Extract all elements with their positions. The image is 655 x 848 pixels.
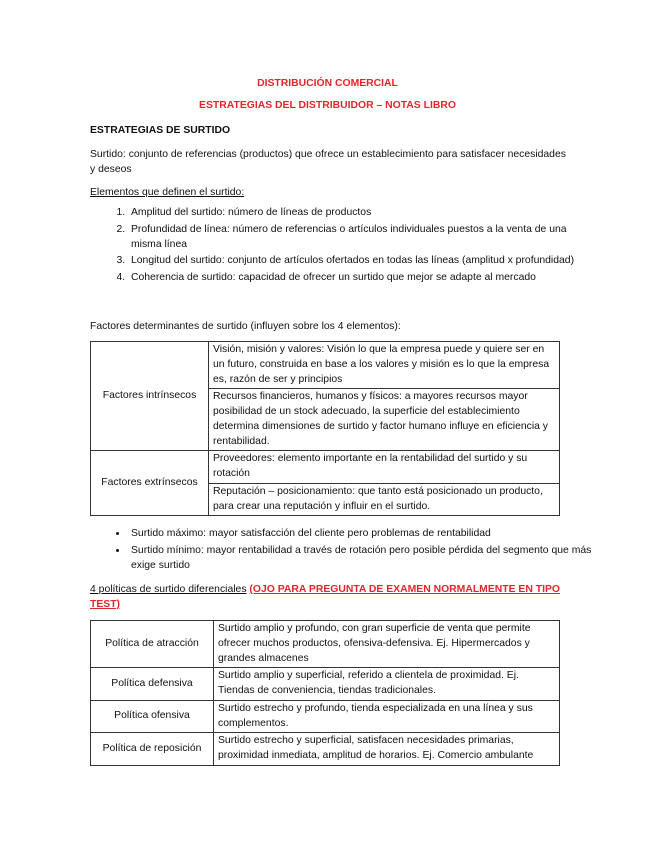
policy-desc-cell: Surtido amplio y profundo, con gran superficie de venta que permite ofrecer muchos productos, ofensiva-defensiva. Ej. Hipermercados y grandes almacenes	[214, 621, 560, 668]
elements-list	[90, 206, 598, 288]
definition-paragraph: Surtido: conjunto de referencias (productos) que ofrece un establecimiento para satisfacer necesidades y deseos	[90, 149, 566, 175]
list-item: • Surtido máximo: mayor satisfacción del cliente pero problemas de rentabilidad	[128, 527, 598, 542]
table-row	[91, 451, 560, 484]
list-item: 1. Amplitud del surtido: número de líneas de productos	[128, 206, 598, 221]
policy-name-cell: Política ofensiva	[91, 700, 214, 733]
factors-table	[90, 341, 560, 516]
policy-name-cell: Política de reposición	[91, 733, 214, 766]
document-title: DISTRIBUCIÓN COMERCIAL	[257, 78, 398, 89]
policy-desc-cell: Surtido estrecho y profundo, tienda especializada en una línea y sus complementos.	[214, 700, 560, 733]
table-row	[91, 733, 560, 766]
policies-table	[90, 620, 560, 766]
table-cell: Reputación – posicionamiento: que tanto está posicionado un producto, para crear una reputación y influir en el surtido.	[209, 483, 560, 516]
list-item: 3. Longitud del surtido: conjunto de artículos ofertados en todas las líneas (amplitud x profundidad)	[128, 254, 598, 269]
table-row	[91, 621, 560, 668]
elements-heading: Elementos que definen el surtido:	[90, 187, 245, 198]
policy-name-cell: Política defensiva	[91, 668, 214, 701]
list-item: • Surtido mínimo: mayor rentabilidad a través de rotación pero posible pérdida del segmento que más exige surtido	[128, 544, 598, 574]
policies-exam-note: (OJO PARA PREGUNTA DE EXAMEN NORMALMENTE EN TIPO TEST)	[90, 584, 560, 610]
policy-desc-cell: Surtido amplio y superficial, referido a clientela de proximidad. Ej. Tiendas de conveniencia, tiendas tradicionales.	[214, 668, 560, 701]
table-row	[91, 668, 560, 701]
list-item: 2. Profundidad de línea: número de referencias o artículos individuales puestos a la venta de una misma línea	[128, 223, 598, 253]
policy-name-cell: Política de atracción	[91, 621, 214, 668]
table-cell: Visión, misión y valores: Visión lo que la empresa puede y quiere ser en un futuro, construida en base a los valores y misión es lo que la empresa es, razón de ser y principios	[209, 342, 560, 389]
list-item: 4. Coherencia de surtido: capacidad de ofrecer un surtido que mejor se adapte al mercado	[128, 271, 598, 286]
extrinsic-label-cell: Factores extrínsecos	[91, 451, 209, 516]
policies-heading-line	[90, 583, 565, 613]
intrinsic-label-cell: Factores intrínsecos	[91, 342, 209, 451]
factors-heading: Factores determinantes de surtido (influyen sobre los 4 elementos):	[90, 321, 401, 332]
table-row	[91, 700, 560, 733]
policy-desc-cell: Surtido estrecho y superficial, satisfacen necesidades primarias, proximidad inmediata, amplitud de horarios. Ej. Comercio ambulante	[214, 733, 560, 766]
surtido-bullets	[90, 527, 598, 575]
policies-heading: 4 políticas de surtido diferenciales	[90, 584, 247, 595]
table-cell: Proveedores: elemento importante en la rentabilidad del surtido y su rotación	[209, 451, 560, 484]
table-cell: Recursos financieros, humanos y físicos: a mayores recursos mayor posibilidad de un stock adecuado, la superficie del establecimiento determina dimensiones de surtido y factor humano influye en eficiencia y rentabilidad.	[209, 389, 560, 451]
section-title: ESTRATEGIAS DE SURTIDO	[90, 125, 231, 136]
table-row	[91, 342, 560, 389]
document-subtitle: ESTRATEGIAS DEL DISTRIBUIDOR – NOTAS LIBRO	[199, 100, 456, 111]
